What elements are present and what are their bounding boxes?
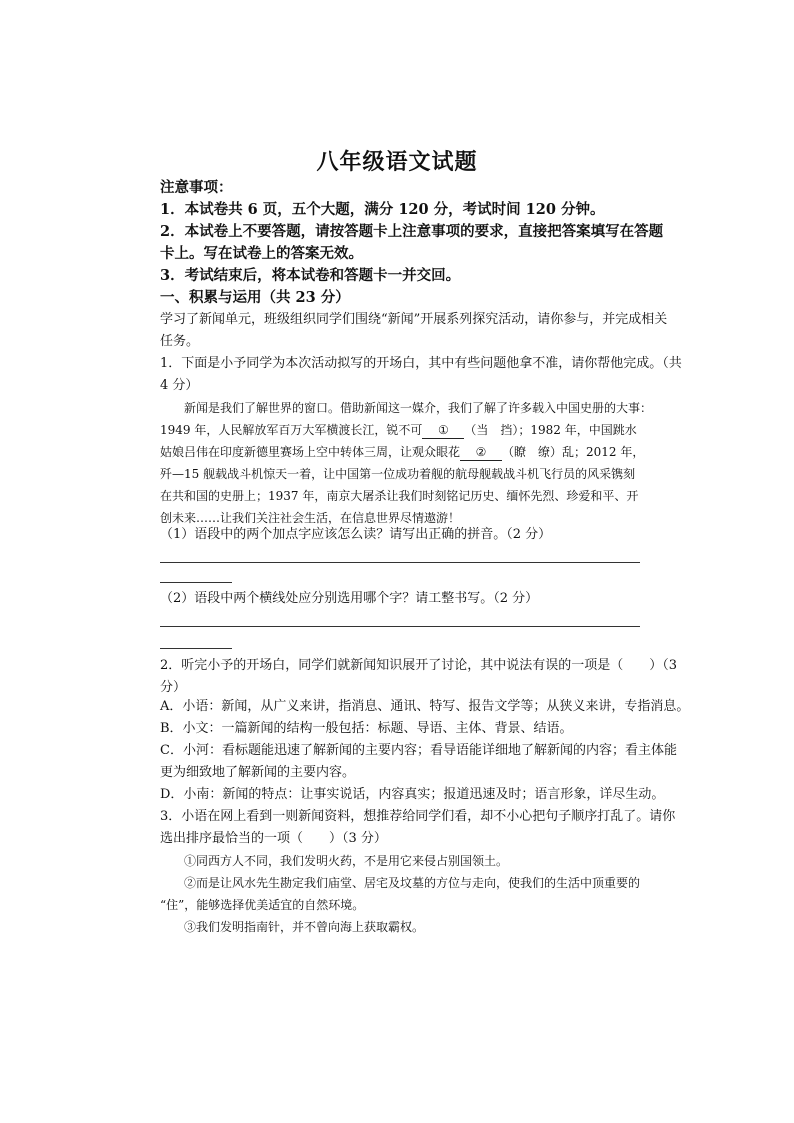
option-d: D．小南：新闻的特点：让事实说话，内容真实；报道迅速及时；语言形象，详尽生动。 [160,787,665,802]
option-a: A．小语：新闻，从广义来讲，指消息、通讯、特写、报告文学等；从狭义来讲，专指消息。 [160,699,690,714]
sentence-2-cont: “住”，能够选择优美适宜的自然环境。 [160,898,365,912]
question-2: 2．听完小予的开场白，同学们就新闻知识展开了讨论，其中说法有误的一项是（ ）（3 [160,658,678,673]
subquestion-1: （1）语段中的两个加点字应该怎么读？请写出正确的拼音。（2 分） [160,527,552,542]
passage-line: 新闻是我们了解世界的窗口。借助新闻这一媒介，我们了解了许多载入中国史册的大事： [184,401,653,415]
passage-line: 创未来……让我们关注社会生活，在信息世界尽情遨游！ [160,511,461,525]
notice-item-3: 3．考试结束后，将本试卷和答题卡一并交回。 [160,267,461,284]
question-3-cont: 选出排序最恰当的一项（ ）（3 分） [160,831,387,846]
notice-item-2: 2．本试卷上不要答题，请按答题卡上注意事项的要求，直接把答案填写在答题 [160,223,664,240]
notice-item-2-cont: 卡上。写在试卷上的答案无效。 [160,245,363,262]
intro-text-cont: 任务。 [160,334,200,349]
blank-2: ② [460,445,502,461]
question-2-cont: 分） [160,680,187,695]
option-b: B．小文：一篇新闻的结构一般包括：标题、导语、主体、背景、结语。 [160,721,573,736]
sentence-1: ①同西方人不同，我们发明火药，不是用它来侵占别国领土。 [184,854,509,868]
section-heading: 一、积累与运用（共 23 分） [160,289,350,306]
passage-text: 1949 年，人民解放军百万大军横渡长江，锐不可 [160,423,423,437]
answer-line [160,626,640,627]
page-title: 八年级语文试题 [316,149,478,175]
answer-line [160,562,640,563]
intro-text: 学习了新闻单元，班级组织同学们围绕“新闻”开展系列探究活动，请你参与，并完成相关 [160,312,668,327]
passage-text: （当 挡）；1982 年，中国跳水 [464,423,637,437]
option-c-cont: 更为细致地了解新闻的主要内容。 [160,765,356,780]
question-1: 1．下面是小予同学为本次活动拟写的开场白，其中有些问题他拿不准，请你帮他完成。（共 [160,356,682,371]
sentence-2: ②而是让风水先生勘定我们庙堂、居宅及坟墓的方位与走向，使我们的生活中顶重要的 [184,876,641,890]
passage-text: 姑娘吕伟在印度新德里赛场上空中转体三周，让观众眼花 [160,445,461,459]
notice-item-1: 1．本试卷共 6 页，五个大题，满分 120 分，考试时间 120 分钟。 [160,201,605,218]
answer-line [160,648,232,649]
passage-line: 在共和国的史册上；1937 年，南京大屠杀让我们时刻铭记历史、缅怀先烈、珍爱和平、开 [160,489,639,503]
passage-line [160,441,645,463]
sentence-3: ③我们发明指南针，并不曾向海上获取霸权。 [184,920,425,934]
question-3: 3．小语在网上看到一则新闻资料，想推荐给同学们看，却不小心把句子顺序打乱了。请你 [160,809,676,824]
notice-heading: 注意事项： [160,179,233,196]
passage-text: （瞭 缭）乱；2012 年， [502,445,645,459]
passage-line: 歼—15 舰载战斗机惊天一着，让中国第一位成功着舰的航母舰载战斗机飞行员的风采镌刻 [160,467,636,481]
question-1-cont: 4 分） [160,378,199,393]
answer-line [160,582,232,583]
option-c: C．小河：看标题能迅速了解新闻的主要内容；看导语能详细地了解新闻的内容；看主体能 [160,743,677,758]
blank-1: ① [422,423,464,439]
passage-line [160,419,640,441]
subquestion-2: （2）语段中两个横线处应分别选用哪个字？请工整书写。（2 分） [160,591,539,606]
